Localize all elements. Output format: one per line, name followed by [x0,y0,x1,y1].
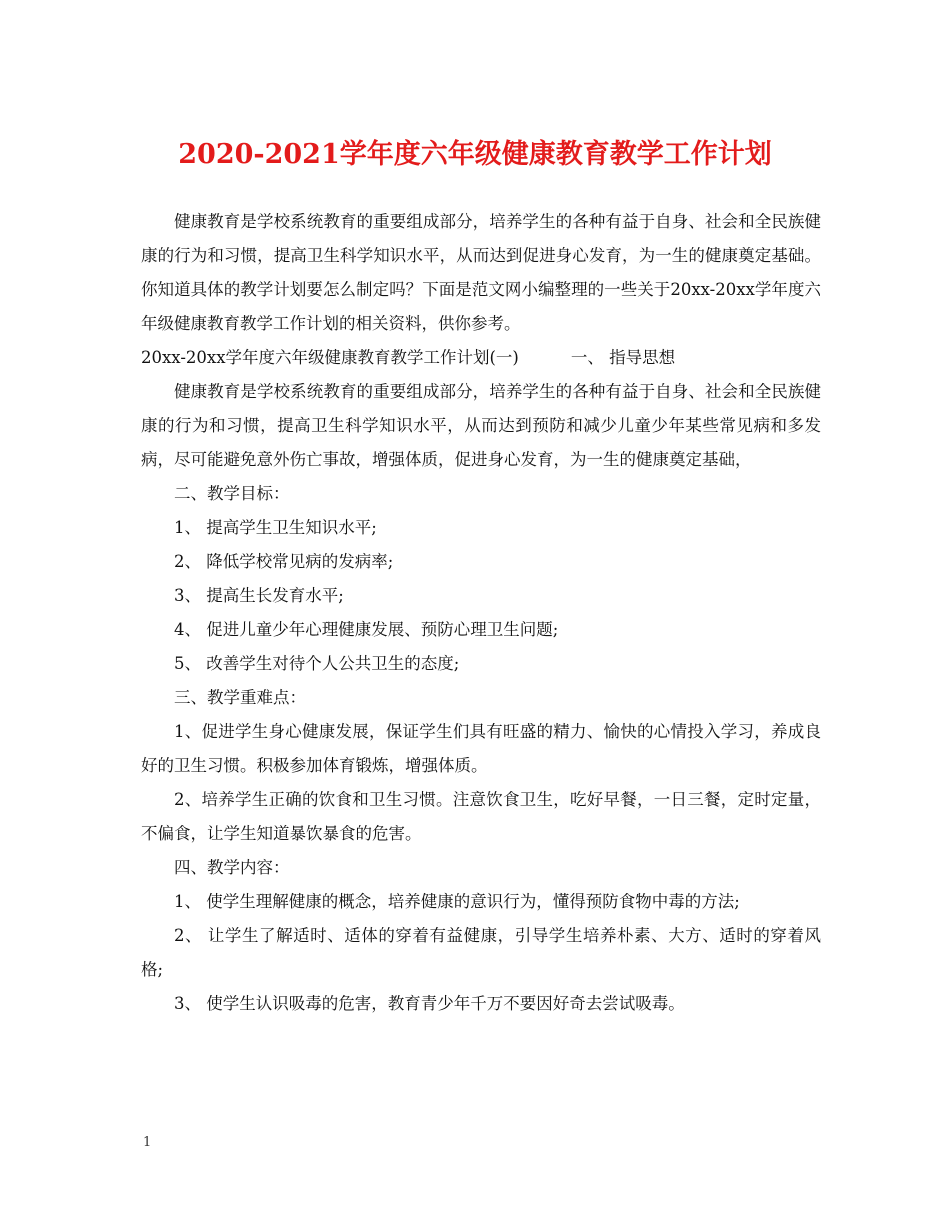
document-body [141,205,821,1021]
key-point-item: 1、促进学生身心健康发展，保证学生们具有旺盛的精力、愉快的心情投入学习，养成良好的卫生习惯。积极参加体育锻炼，增强体质。 [141,722,821,775]
goal-item: 2、 降低学校常见病的发病率; [174,552,394,571]
key-point-item: 2、培养学生正确的饮食和卫生习惯。注意饮食卫生，吃好早餐，一日三餐，定时定量，不偏食，让学生知道暴饮暴食的危害。 [141,790,821,843]
goal-item: 3、 提高生长发育水平; [174,586,344,605]
document-title: 2020-2021学年度六年级健康教育教学工作计划 [178,139,772,170]
section2-heading: 二、教学目标： [174,484,290,503]
plan-heading-line [141,341,821,375]
goal-item: 1、 提高学生卫生知识水平; [174,518,377,537]
section4-heading: 四、教学内容： [174,858,290,877]
section1-heading: 一、 指导思想 [570,348,676,367]
section1-paragraph: 健康教育是学校系统教育的重要组成部分，培养学生的各种有益于自身、社会和全民族健康的行为和习惯，提高卫生科学知识水平，从而达到预防和减少儿童少年某些常见病和多发病，尽可能避免意外伤亡事故，增强体质，促进身心发育，为一生的健康奠定基础， [141,382,821,469]
page-number: 1 [143,1135,152,1150]
content-item: 2、 让学生了解适时、适体的穿着有益健康，引导学生培养朴素、大方、适时的穿着风格; [141,926,821,979]
intro-paragraph: 健康教育是学校系统教育的重要组成部分，培养学生的各种有益于自身、社会和全民族健康的行为和习惯，提高卫生科学知识水平，从而达到促进身心发育，为一生的健康奠定基础。你知道具体的教学计划要怎么制定吗？下面是范文网小编整理的一些关于20xx-20xx学年度六年级健康教育教学工作计划的相关资料，供你参考。 [141,212,821,333]
content-item: 1、 使学生理解健康的概念，培养健康的意识行为，懂得预防食物中毒的方法; [174,892,740,911]
goal-item: 5、 改善学生对待个人公共卫生的态度; [174,654,460,673]
section3-heading: 三、教学重难点： [174,688,306,707]
goal-item: 4、 促进儿童少年心理健康发展、预防心理卫生问题; [174,620,559,639]
plan-heading: 20xx-20xx学年度六年级健康教育教学工作计划(一) [141,348,519,367]
content-item: 3、 使学生认识吸毒的危害，教育青少年千万不要因好奇去尝试吸毒。 [174,994,685,1013]
